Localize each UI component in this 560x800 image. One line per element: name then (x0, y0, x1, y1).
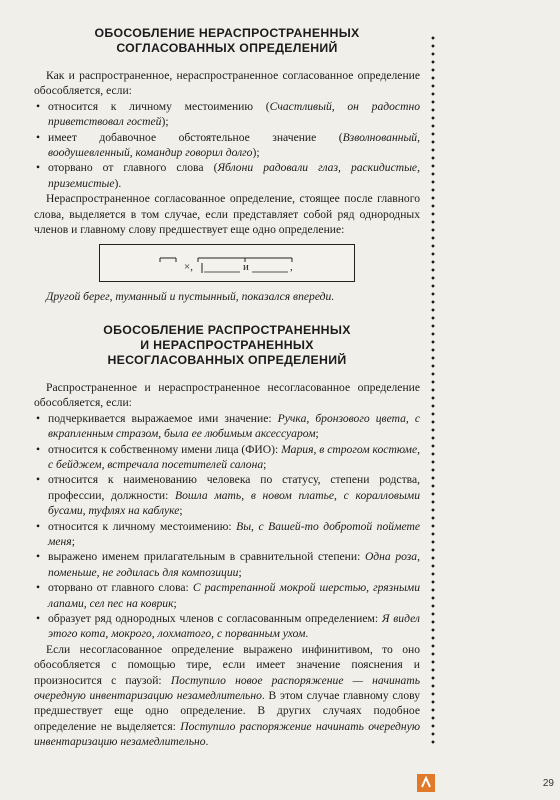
list-item: • относится к личному местоимению (Счастливый, он радостно приветствовал гостей); (36, 99, 420, 129)
scheme-comma: ×, (184, 261, 193, 274)
intro-paragraph-1: Как и распространенное, нераспространенное согласованное определение обособляется, если: (34, 69, 420, 98)
scheme-conjunction: и (243, 261, 249, 274)
rules-list-2 (34, 411, 420, 642)
list-item: • относится к собственному имени лица (ФИО): Мария, в строгом костюме, с бейджем, встречала посетителей салона; (36, 442, 421, 471)
list-item: • образует ряд однородных членов с согласованным определением: Я видел этого кота, мокрого, лохматого, с порванным ухом. (36, 611, 420, 641)
list-item: • оторвано от главного слова: С растрепанной мокрой шерстью, грязными лапами, сел пес на коврик; (36, 581, 420, 610)
infinitive-paragraph: Если несогласованное определение выражено инфинитивом, то оно обособляется с помощью тире, если имеет значение пояснения и произносится с паузой: Поступило новое распоряжение — начинать очередную инвентаризацию незамедлительно. В этом случае главному слову предшествует еще одно определение. В других случаях подобное определение не выделяется: Поступило распоряжение начинать очередную инвентаризацию незамедлительно. (34, 642, 420, 749)
intro-paragraph-2: Распространенное и нераспространенное несогласованное определение обособляется, если: (34, 380, 420, 410)
scheme-diagram (100, 245, 354, 281)
section-heading-2: ОБОСОБЛЕНИЕ РАСПРОСТРАНЕННЫХ И НЕРАСПРОСТРАНЕННЫХ НЕСОГЛАСОВАННЫХ ОПРЕДЕЛЕНИЙ (103, 322, 351, 367)
list-item: • относится к личному местоимению: Вы, с Вашей-то добротой поймете меня; (36, 519, 420, 548)
dotted-margin-rule (431, 34, 435, 744)
paragraph-scheme-intro: Нераспространенное согласованное определение, стоящее после главного слова, выделяется в том случае, если представляет собой ряд однородных членов и главному слову предшествует еще одно определение: (34, 192, 420, 237)
punctuation-scheme (99, 244, 355, 282)
example-sentence: Другой берег, туманный и пустынный, показался впереди. (46, 290, 335, 304)
list-item: • оторвано от главного слова (Яблони радовали глаз, раскидистые, приземистые). (36, 161, 420, 190)
list-item: • относится к наименованию человека по статусу, степени родства, профессии, должности: Вошла мать, в новом платье, с коралловыми бусами, туфлях на каблуке; (36, 473, 420, 518)
rules-list-1 (34, 99, 420, 191)
page-content (34, 26, 420, 750)
list-item: • подчеркивается выражаемое ими значение: Ручка, бронзового цвета, с вкрапленным стразом, была ее любимым аксессуаром; (36, 411, 420, 441)
scheme-end-comma: , (290, 261, 293, 274)
page-number: 29 (542, 778, 554, 789)
publisher-logo-icon (417, 774, 435, 792)
section-heading-1: ОБОСОБЛЕНИЕ НЕРАСПРОСТРАНЕННЫХ СОГЛАСОВАННЫХ ОПРЕДЕЛЕНИЙ (94, 26, 360, 55)
list-item: • выражено именем прилагательным в сравнительной степени: Одна роза, поменьше, не годилась для композиции; (36, 550, 421, 579)
list-item: • имеет добавочное обстоятельное значение (Взволнованный, воодушевленный, командир говорил долго); (36, 130, 420, 160)
